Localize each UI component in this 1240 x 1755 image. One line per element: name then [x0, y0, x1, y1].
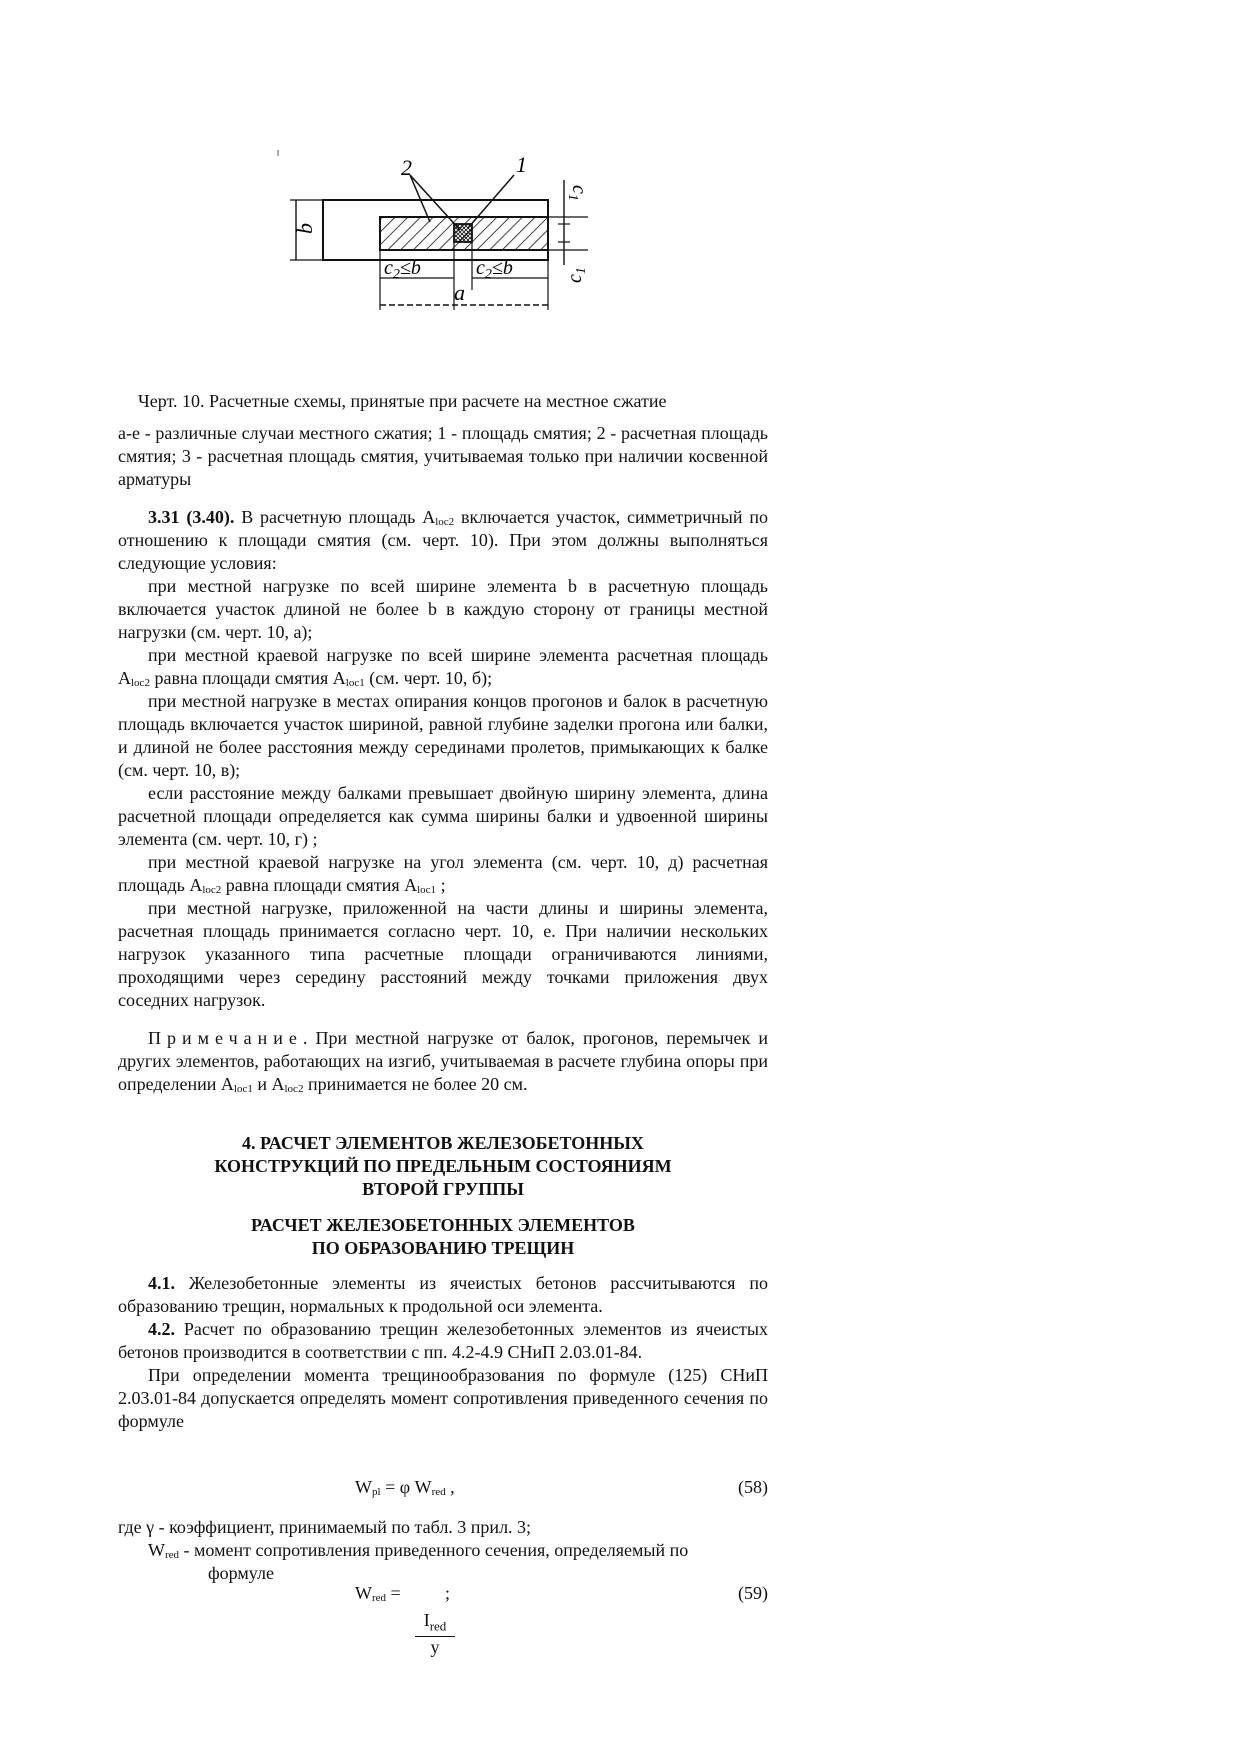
- where-definitions: [118, 1516, 768, 1585]
- label-c2-right: $c_2\le b$: [476, 257, 513, 282]
- note-label: Примечание: [148, 1028, 303, 1048]
- subsection-heading: РАСЧЕТ ЖЕЛЕЗОБЕТОННЫХ ЭЛЕМЕНТОВ ПО ОБРАЗОВАНИЮ ТРЕЩИН: [251, 1215, 635, 1258]
- condition-1: при местной нагрузке по всей ширине элемента b в расчетную площадь включается участок длиной не более b в каждую сторону от границы местной нагрузки (см. черт. 10, а);: [118, 576, 768, 642]
- label-b: b: [292, 223, 317, 234]
- def-wred: $W_{red}$ - момент сопротивления приведенного сечения, определяемый по: [148, 1540, 689, 1561]
- para-moment: При определении момента трещинообразования по формуле (125) СНиП 2.03.01-84 допускается определять момент сопротивления приведенного сечения по формуле: [118, 1365, 768, 1431]
- section-4-heading: 4. РАСЧЕТ ЭЛЕМЕНТОВ ЖЕЛЕЗОБЕТОННЫХ КОНСТРУКЦИЙ ПО ПРЕДЕЛЬНЫМ СОСТОЯНИЯМ ВТОРОЙ ГРУППЫ: [214, 1133, 672, 1199]
- label-c1-top: [565, 185, 590, 201]
- label-a: a: [454, 280, 465, 305]
- def-wred-cont: формуле: [208, 1563, 274, 1583]
- condition-6: при местной нагрузке, приложенной на части длины и ширины элемента, расчетная площадь принимается согласно черт. 10, е. При наличии нескольких нагрузок указанного типа расчетные площади ограничиваются линиями, проходящими через середину расстояний между точками приложения двух соседних нагрузок.: [118, 898, 768, 1010]
- section-3-31: [118, 506, 768, 1012]
- figure-legend: а-е - различные случаи местного сжатия; 1 - площадь смятия; 2 - расчетная площадь смятия; 3 - расчетная площадь смятия, учитываемая только при наличии косвенной арматуры: [118, 423, 768, 489]
- condition-5: при местной краевой нагрузке на угол элемента (см. черт. 10, д) расчетная площадь $A_{loc2}$ равна площади смятия $A_{loc1}$ ;: [118, 852, 768, 896]
- label-c2-left: $c_2\le b$: [384, 257, 421, 282]
- label-2: 2: [401, 155, 412, 180]
- section-4-body: [118, 1272, 768, 1433]
- formula-59-number: (59): [738, 1583, 768, 1603]
- formula-58: $W_{pl} = \varphi$ $W_{red}$ , (58): [355, 1477, 768, 1498]
- label-c1-bottom: [564, 267, 589, 283]
- label-1: 1: [516, 152, 527, 177]
- formula-59: $W_{red}$ = ; (59): [355, 1583, 768, 1604]
- section-3-31-intro: 3.31 (3.40). В расчетную площадь $A_{loc2}$ включается участок, симметричный по отношению к площади смятия (см. черт. 10). При этом должны выполняться следующие условия:: [118, 507, 768, 573]
- para-4-2: 4.2. Расчет по образованию трещин железобетонных элементов из ячеистых бетонов производится в соответствии с пп. 4.2-4.9 СНиП 2.03.01-84.: [118, 1319, 768, 1362]
- def-gamma: где γ - коэффициент, принимаемый по табл. 3 прил. 3;: [118, 1517, 532, 1537]
- svg-text:c1: $c_1$: [564, 267, 589, 283]
- figure-10-diagram: [268, 140, 608, 355]
- note-block: Примечание. При местной нагрузке от балок, прогонов, перемычек и других элементов, работающих на изгиб, учитываемая в расчете глубина опоры при определении $A_{loc1}$ и $A_{loc2}$ принимается не более 20 см.: [118, 1028, 768, 1095]
- figure-caption: Черт. 10. Расчетные схемы, принятые при расчете на местное сжатие: [138, 391, 667, 411]
- formula-59-fraction: $I_{red}$ y: [415, 1610, 455, 1658]
- para-4-1: 4.1. Железобетонные элементы из ячеистых бетонов рассчитываются по образованию трещин, нормальных к продольной оси элемента.: [118, 1273, 768, 1316]
- leader-2a: [410, 175, 430, 222]
- condition-3: при местной нагрузке в местах опирания концов прогонов и балок в расчетную площадь включается участок шириной, равной глубине заделки прогона или балки, и длиной не более расстояния между серединами пролетов, примыкающих к балке (см. черт. 10, в);: [118, 691, 768, 780]
- formula-58-number: (58): [738, 1477, 768, 1497]
- svg-text:c1: $c_1$: [565, 185, 590, 201]
- condition-2: при местной краевой нагрузке по всей ширине элемента расчетная площадь $A_{loc2}$ равна площади смятия $A_{loc1}$ (см. черт. 10, б);: [118, 645, 768, 689]
- condition-4: если расстояние между балками превышает двойную ширину элемента, длина расчетной площади определяется как сумма ширины балки и удвоенной ширины элемента (см. черт. 10, г) ;: [118, 783, 768, 849]
